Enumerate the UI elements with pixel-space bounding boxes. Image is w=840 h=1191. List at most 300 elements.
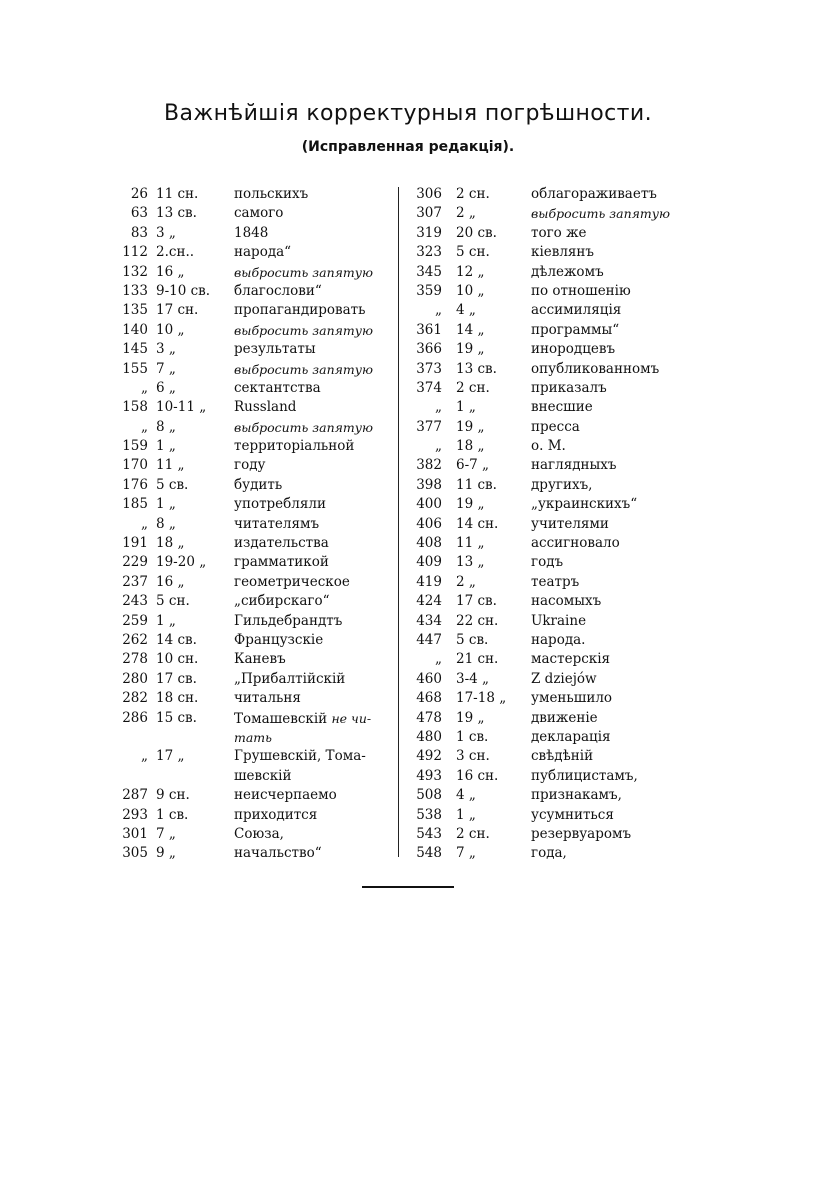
correction-word: сектантства: [234, 379, 321, 396]
line-reference: 1 „: [156, 438, 176, 455]
line-reference: 17 св.: [456, 593, 497, 610]
correction-word: народа.: [531, 631, 586, 648]
line-reference: 16 сн.: [456, 767, 499, 784]
errata-row: [112, 263, 392, 282]
page-number: „: [141, 379, 148, 396]
correction-text: [234, 689, 301, 708]
correction-word: учителями: [531, 515, 609, 532]
page-number: 319: [416, 224, 442, 241]
correction-text: [234, 224, 268, 243]
correction-word: пропагандировать: [234, 302, 366, 319]
page-number: 434: [416, 612, 442, 629]
page-number: 373: [416, 360, 442, 377]
errata-row: [400, 534, 700, 553]
errata-row: [112, 825, 392, 844]
errata-row: [400, 398, 700, 417]
page-number: 382: [416, 457, 442, 474]
errata-row: [112, 360, 392, 379]
errata-row: [400, 592, 700, 611]
page-number: 293: [122, 806, 148, 823]
line-reference: 17 св.: [156, 670, 197, 687]
correction-word: движеніе: [531, 709, 598, 726]
correction-text: [531, 767, 638, 786]
errata-row: [400, 340, 700, 359]
errata-row: [112, 301, 392, 320]
correction-text: [531, 553, 563, 572]
errata-row: [400, 709, 700, 728]
correction-word: кіевлянъ: [531, 244, 595, 261]
correction-text: [234, 398, 296, 417]
errata-row: [112, 612, 392, 631]
page-number: 480: [416, 728, 442, 745]
correction-text: [531, 379, 607, 398]
line-reference: 16 „: [156, 573, 185, 590]
line-reference: 16 „: [156, 263, 185, 280]
errata-row: [112, 456, 392, 475]
correction-text: [531, 573, 579, 592]
page-number: 361: [416, 321, 442, 338]
correction-text: [531, 650, 610, 669]
line-reference: 7 „: [456, 845, 476, 862]
line-reference: 1 св.: [456, 728, 489, 745]
correction-word: выбросить запятую: [234, 419, 374, 435]
page-number: 262: [122, 631, 148, 648]
page-number: „: [435, 651, 442, 668]
errata-row: [400, 670, 700, 689]
correction-text: [234, 495, 326, 514]
errata-row: [400, 379, 700, 398]
page-number: 287: [122, 787, 148, 804]
correction-word: декларація: [531, 728, 611, 745]
page-number: „: [435, 399, 442, 416]
errata-row: [112, 786, 392, 805]
page-number: 140: [122, 321, 148, 338]
correction-text: [234, 825, 284, 844]
correction-word: того же: [531, 224, 587, 241]
page-number: 468: [416, 690, 442, 707]
line-reference: 1 „: [156, 496, 176, 513]
correction-word: о. М.: [531, 438, 566, 455]
column-divider: [398, 187, 399, 857]
line-reference: 19 „: [456, 418, 485, 435]
errata-row: [400, 728, 700, 747]
correction-word: начальство“: [234, 845, 322, 862]
correction-word: театръ: [531, 573, 580, 590]
line-reference: 9-10 св.: [156, 282, 211, 299]
errata-row: [400, 476, 700, 495]
correction-text: [531, 806, 614, 825]
correction-text: [234, 631, 323, 650]
line-reference: 7 „: [156, 825, 176, 842]
line-reference: 20 св.: [456, 224, 497, 241]
page-number: 112: [122, 244, 148, 261]
correction-word: свѣдѣній: [531, 748, 594, 765]
page-number: 323: [416, 244, 442, 261]
errata-row: [112, 476, 392, 495]
line-reference: 2 сн.: [456, 186, 490, 202]
correction-word: Z dziejów: [531, 670, 597, 687]
correction-text: [531, 825, 631, 844]
line-reference: 15 св.: [156, 709, 197, 726]
errata-row: [400, 418, 700, 437]
correction-word: издательства: [234, 535, 329, 552]
correction-word: шевскій: [234, 767, 292, 784]
correction-word: геометрическое: [234, 573, 350, 590]
correction-text: [531, 631, 585, 650]
correction-text: [234, 747, 366, 766]
line-reference: 14 св.: [156, 631, 197, 648]
line-reference: 19 „: [456, 496, 485, 513]
correction-text: [531, 844, 567, 863]
line-reference: 18 „: [156, 535, 185, 552]
correction-word: облагораживаетъ: [531, 186, 657, 202]
errata-row: [400, 689, 700, 708]
correction-text: [531, 321, 619, 340]
line-reference: 1 св.: [156, 806, 189, 823]
correction-text: [531, 515, 609, 534]
correction-word: выбросить запятую: [531, 206, 671, 222]
correction-text: [234, 709, 371, 729]
errata-row: [400, 243, 700, 262]
correction-word: усумниться: [531, 806, 614, 823]
errata-row: [400, 786, 700, 805]
correction-text: [531, 398, 593, 417]
errata-row: [112, 670, 392, 689]
line-reference: 21 сн.: [456, 651, 499, 668]
page-number: 406: [416, 515, 442, 532]
page-number: 282: [122, 690, 148, 707]
correction-text: [234, 476, 282, 495]
line-reference: 2.сн..: [156, 244, 195, 261]
errata-row: [112, 806, 392, 825]
correction-text: [234, 185, 308, 204]
page-subtitle: (Исправленная редакція).: [301, 139, 515, 155]
correction-text: [234, 728, 272, 747]
errata-row: [112, 747, 392, 766]
errata-row: [112, 243, 392, 262]
line-reference: 5 св.: [156, 476, 189, 493]
page-number: 409: [416, 554, 442, 571]
page-number: 243: [122, 593, 148, 610]
correction-word: инородцевъ: [531, 341, 616, 358]
correction-word: уменьшило: [531, 690, 613, 707]
errata-row: [112, 437, 392, 456]
correction-text: [531, 204, 670, 223]
page-number: 359: [416, 282, 442, 299]
correction-word: 1848: [234, 224, 269, 241]
line-reference: 5 сн.: [456, 244, 490, 261]
line-reference: 18 сн.: [156, 690, 199, 707]
errata-row: [400, 185, 700, 204]
correction-word: „Прибалтійскій: [234, 670, 346, 687]
line-reference: 9 сн.: [156, 787, 190, 804]
errata-row: [400, 495, 700, 514]
errata-row: [400, 767, 700, 786]
correction-text: [234, 263, 373, 282]
errata-row: [112, 418, 392, 437]
correction-word: читальня: [234, 690, 301, 707]
errata-row: [112, 553, 392, 572]
correction-word: грамматикой: [234, 554, 329, 571]
errata-row: [112, 709, 392, 728]
page-number: 306: [416, 186, 442, 202]
line-reference: 5 св.: [456, 631, 489, 648]
correction-text: [234, 437, 354, 456]
correction-text: [531, 709, 598, 728]
correction-word: Russland: [234, 399, 297, 416]
correction-word: ассигновало: [531, 535, 620, 552]
line-reference: 5 сн.: [156, 593, 190, 610]
correction-text: [234, 612, 342, 631]
correction-word: неисчерпаемо: [234, 787, 337, 804]
line-reference: 2 сн.: [456, 825, 490, 842]
page-number: 447: [416, 631, 442, 648]
correction-word: наглядныхъ: [531, 457, 617, 474]
correction-word: выбросить запятую: [234, 322, 374, 338]
line-reference: 4 „: [456, 302, 476, 319]
correction-text: [531, 456, 616, 475]
correction-text: [531, 689, 612, 708]
line-reference: 14 сн.: [456, 515, 499, 532]
line-reference: 17-18 „: [456, 690, 507, 707]
correction-word: „украинскихъ“: [531, 496, 638, 513]
correction-text: [531, 263, 604, 282]
errata-row: [112, 204, 392, 223]
page-number: „: [435, 438, 442, 455]
errata-row: [112, 340, 392, 359]
page-title: Важнѣйшія корректурныя погрѣшности.: [164, 101, 652, 126]
page-number: 229: [122, 554, 148, 571]
errata-row: [400, 806, 700, 825]
line-reference: 10 сн.: [156, 651, 199, 668]
correction-word: Грушевскій, Тома-: [234, 748, 366, 765]
line-reference: 1 „: [456, 399, 476, 416]
correction-word: народа“: [234, 244, 292, 261]
page-number: 548: [416, 845, 442, 862]
page-number: „: [141, 418, 148, 435]
correction-word: публицистамъ,: [531, 767, 638, 784]
line-reference: 8 „: [156, 515, 176, 532]
line-reference: 19 „: [456, 709, 485, 726]
page-number: 345: [416, 263, 442, 280]
correction-word: Ukraine: [531, 612, 587, 629]
correction-word: по отношенію: [531, 282, 631, 299]
errata-row: [112, 573, 392, 592]
line-reference: 3 „: [156, 224, 176, 241]
correction-text: [531, 476, 592, 495]
correction-text: [531, 282, 631, 301]
errata-row: [400, 301, 700, 320]
page-number: 135: [122, 302, 148, 319]
page-number: 377: [416, 418, 442, 435]
correction-text: [531, 185, 657, 204]
correction-word: Томашевскій: [234, 710, 328, 727]
errata-row: [112, 728, 392, 747]
page-number: 155: [122, 360, 148, 377]
correction-text: [531, 786, 622, 805]
line-reference: 2 „: [456, 573, 476, 590]
correction-word: употребляли: [234, 496, 326, 513]
correction-text: [531, 301, 621, 320]
correction-text: [531, 243, 594, 262]
correction-text: [234, 301, 365, 320]
correction-word: „сибирскаго“: [234, 593, 330, 610]
correction-text: [531, 592, 601, 611]
correction-word: благослови“: [234, 282, 322, 299]
errata-row: [400, 553, 700, 572]
errata-row: [112, 689, 392, 708]
correction-word: программы“: [531, 321, 620, 338]
errata-row: [400, 360, 700, 379]
line-reference: 11 св.: [456, 476, 497, 493]
line-reference: 10 „: [456, 282, 485, 299]
errata-row: [112, 592, 392, 611]
line-reference: 2 „: [456, 205, 476, 222]
errata-row: [400, 747, 700, 766]
page-number: 460: [416, 670, 442, 687]
correction-word: самого: [234, 205, 284, 222]
errata-row: [400, 844, 700, 863]
correction-text: [234, 844, 322, 863]
correction-word: года,: [531, 845, 567, 862]
line-reference: 4 „: [456, 787, 476, 804]
line-reference: 11 сн.: [156, 186, 199, 202]
page-number: 280: [122, 670, 148, 687]
page-number: 419: [416, 573, 442, 590]
correction-word: приказалъ: [531, 379, 607, 396]
errata-row: [112, 631, 392, 650]
line-reference: 13 „: [456, 554, 485, 571]
correction-word: приходится: [234, 806, 318, 823]
line-reference: 13 св.: [156, 205, 197, 222]
correction-note: не чи-: [331, 710, 372, 726]
errata-row: [112, 282, 392, 301]
correction-text: [234, 282, 322, 301]
correction-text: [234, 592, 329, 611]
correction-text: [234, 650, 286, 669]
page-number: „: [141, 748, 148, 765]
page-number: „: [435, 302, 442, 319]
correction-word: другихъ,: [531, 476, 593, 493]
errata-row: [112, 185, 392, 204]
bottom-rule: [362, 886, 454, 888]
correction-text: [234, 806, 317, 825]
page-number: 176: [122, 476, 148, 493]
correction-word: Гильдебрандтъ: [234, 612, 343, 629]
line-reference: 22 сн.: [456, 612, 499, 629]
page-number: 278: [122, 651, 148, 668]
line-reference: 3 сн.: [456, 748, 490, 765]
line-reference: 7 „: [156, 360, 176, 377]
correction-text: [531, 360, 659, 379]
line-reference: 6 „: [156, 379, 176, 396]
errata-row: [112, 495, 392, 514]
errata-row: [400, 612, 700, 631]
line-reference: 9 „: [156, 845, 176, 862]
correction-text: [234, 534, 329, 553]
correction-word: Французскіе: [234, 631, 324, 648]
correction-text: [234, 321, 373, 340]
errata-row: [112, 398, 392, 417]
correction-text: [234, 786, 337, 805]
correction-text: [531, 670, 597, 689]
line-reference: 17 „: [156, 748, 185, 765]
page-number: 478: [416, 709, 442, 726]
correction-text: [531, 534, 620, 553]
page-number: 145: [122, 341, 148, 358]
correction-text: [234, 553, 329, 572]
correction-word: выбросить запятую: [234, 361, 374, 377]
line-reference: 13 св.: [456, 360, 497, 377]
line-reference: 2 сн.: [456, 379, 490, 396]
page-number: 305: [122, 845, 148, 862]
errata-row: [112, 650, 392, 669]
line-reference: 19 „: [456, 341, 485, 358]
correction-text: [531, 224, 587, 243]
correction-word: годъ: [531, 554, 564, 571]
errata-row: [400, 650, 700, 669]
page-number: 286: [122, 709, 148, 726]
correction-text: [234, 360, 373, 379]
errata-column-left: [112, 185, 392, 864]
errata-row: [112, 844, 392, 863]
correction-text: [531, 418, 580, 437]
page-number: 538: [416, 806, 442, 823]
page-number: 307: [416, 205, 442, 222]
errata-row: [400, 631, 700, 650]
correction-text: [531, 437, 566, 456]
line-reference: 8 „: [156, 418, 176, 435]
correction-text: [531, 728, 611, 747]
page-number: 26: [130, 186, 148, 202]
correction-word: тать: [234, 729, 272, 745]
errata-column-right: [400, 185, 700, 864]
correction-word: результаты: [234, 341, 316, 358]
correction-word: выбросить запятую: [234, 264, 374, 280]
correction-word: году: [234, 457, 266, 474]
correction-word: признакамъ,: [531, 787, 622, 804]
errata-row: [400, 456, 700, 475]
line-reference: 19-20 „: [156, 554, 207, 571]
page-number: 158: [122, 399, 148, 416]
page-number: 237: [122, 573, 148, 590]
page-number: 398: [416, 476, 442, 493]
page-number: 259: [122, 612, 148, 629]
page-number: 366: [416, 341, 442, 358]
errata-row: [112, 534, 392, 553]
page-number: 63: [130, 205, 148, 222]
errata-row: [400, 204, 700, 223]
errata-row: [400, 282, 700, 301]
correction-word: внесшие: [531, 399, 593, 416]
errata-row: [400, 321, 700, 340]
correction-text: [234, 573, 350, 592]
page-number: 185: [122, 496, 148, 513]
page-number: 492: [416, 748, 442, 765]
line-reference: 11 „: [156, 457, 185, 474]
page-number: 133: [122, 282, 148, 299]
page-number: 132: [122, 263, 148, 280]
correction-text: [234, 670, 345, 689]
page-number: 374: [416, 379, 442, 396]
correction-word: мастерскія: [531, 651, 611, 668]
errata-row: [400, 825, 700, 844]
correction-text: [531, 747, 593, 766]
correction-word: пресса: [531, 418, 580, 435]
errata-row: [400, 263, 700, 282]
page-number: 400: [416, 496, 442, 513]
line-reference: 6-7 „: [456, 457, 490, 474]
